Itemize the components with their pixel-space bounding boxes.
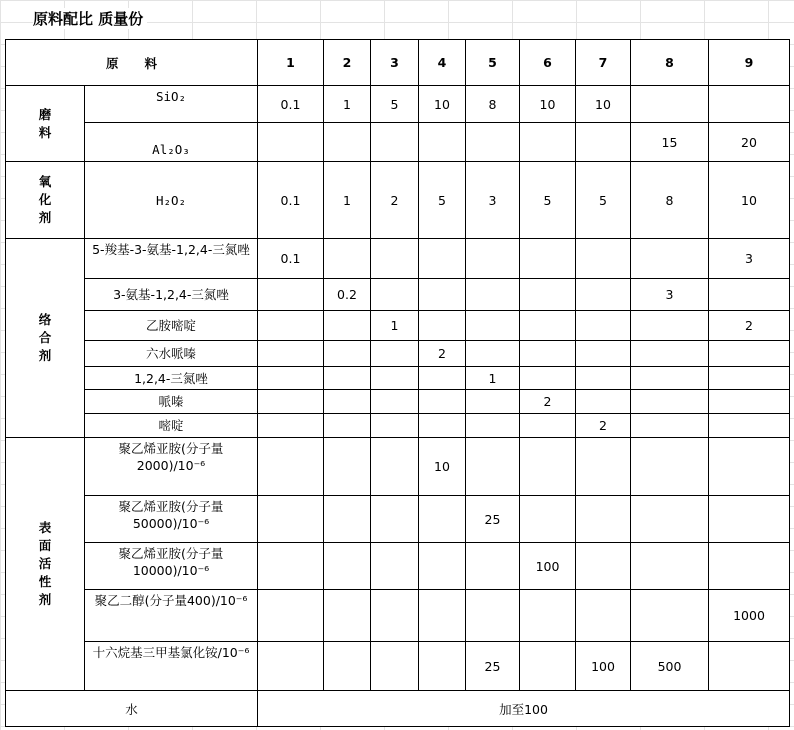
value-cell: [371, 341, 419, 367]
value-cell: [466, 414, 520, 438]
value-cell: [576, 239, 631, 279]
value-cell: 5: [520, 162, 576, 239]
col-header-4: 4: [419, 40, 466, 86]
value-cell: [258, 123, 324, 162]
material-name: SiO₂: [85, 86, 258, 123]
table-row: [6, 438, 790, 496]
value-cell: [258, 367, 324, 390]
table-row: [6, 367, 790, 390]
table-row: [6, 414, 790, 438]
value-cell: [576, 123, 631, 162]
value-cell: [631, 311, 709, 341]
value-cell: 10: [576, 86, 631, 123]
value-cell: [419, 590, 466, 642]
col-header-3: 3: [371, 40, 419, 86]
value-cell: [371, 543, 419, 590]
value-cell: 2: [576, 414, 631, 438]
value-cell: [576, 543, 631, 590]
water-value: 加至100: [258, 691, 790, 727]
value-cell: [520, 438, 576, 496]
value-cell: [520, 341, 576, 367]
material-name: Al₂O₃: [85, 123, 258, 162]
material-name: 聚乙二醇(分子量400)/10⁻⁶: [85, 590, 258, 642]
material-name: 哌嗪: [85, 390, 258, 414]
value-cell: [466, 279, 520, 311]
value-cell: [324, 390, 371, 414]
value-cell: 15: [631, 123, 709, 162]
value-cell: [466, 123, 520, 162]
value-cell: [324, 590, 371, 642]
value-cell: [631, 239, 709, 279]
value-cell: [324, 496, 371, 543]
value-cell: [631, 414, 709, 438]
table-row: [6, 390, 790, 414]
value-cell: [466, 341, 520, 367]
value-cell: [419, 414, 466, 438]
value-cell: 2: [709, 311, 790, 341]
value-cell: [419, 496, 466, 543]
value-cell: [709, 543, 790, 590]
table-row: [6, 279, 790, 311]
table-row: [6, 341, 790, 367]
table-row: [6, 123, 790, 162]
material-name: 聚乙烯亚胺(分子量2000)/10⁻⁶: [85, 438, 258, 496]
value-cell: [258, 543, 324, 590]
value-cell: [576, 590, 631, 642]
material-name: 十六烷基三甲基氯化铵/10⁻⁶: [85, 642, 258, 691]
water-label: 水: [6, 691, 258, 727]
value-cell: 0.1: [258, 86, 324, 123]
value-cell: [709, 438, 790, 496]
category-label: 磨料: [38, 106, 52, 140]
material-name: 聚乙烯亚胺(分子量10000)/10⁻⁶: [85, 543, 258, 590]
value-cell: 0.2: [324, 279, 371, 311]
value-cell: [258, 590, 324, 642]
value-cell: 500: [631, 642, 709, 691]
value-cell: [371, 496, 419, 543]
value-cell: [520, 642, 576, 691]
value-cell: 100: [576, 642, 631, 691]
col-header-9: 9: [709, 40, 790, 86]
value-cell: 10: [419, 438, 466, 496]
value-cell: [709, 390, 790, 414]
material-name: H₂O₂: [85, 162, 258, 239]
value-cell: [631, 543, 709, 590]
col-header-5: 5: [466, 40, 520, 86]
category-complexing-agent: [6, 239, 85, 438]
value-cell: [371, 367, 419, 390]
value-cell: [371, 590, 419, 642]
value-cell: [419, 239, 466, 279]
table-row: [6, 543, 790, 590]
value-cell: [258, 311, 324, 341]
value-cell: [324, 341, 371, 367]
table-row: [6, 496, 790, 543]
table-row: [6, 162, 790, 239]
value-cell: [324, 543, 371, 590]
value-cell: [576, 311, 631, 341]
value-cell: 10: [520, 86, 576, 123]
material-name: 乙胺嘧啶: [85, 311, 258, 341]
value-cell: [466, 543, 520, 590]
category-surfactant: [6, 438, 85, 691]
value-cell: [576, 341, 631, 367]
value-cell: [258, 414, 324, 438]
value-cell: [576, 390, 631, 414]
value-cell: 1: [324, 162, 371, 239]
value-cell: [520, 279, 576, 311]
table-row: [6, 311, 790, 341]
value-cell: 3: [466, 162, 520, 239]
table-row: [6, 86, 790, 123]
value-cell: [466, 438, 520, 496]
material-name: 5-羧基-3-氨基-1,2,4-三氮唑: [85, 239, 258, 279]
value-cell: [520, 239, 576, 279]
value-cell: [324, 123, 371, 162]
value-cell: [324, 311, 371, 341]
col-header-8: 8: [631, 40, 709, 86]
value-cell: [419, 642, 466, 691]
value-cell: [631, 590, 709, 642]
value-cell: [258, 279, 324, 311]
value-cell: [371, 239, 419, 279]
table-row: [6, 239, 790, 279]
value-cell: [324, 642, 371, 691]
value-cell: [576, 279, 631, 311]
value-cell: [520, 311, 576, 341]
value-cell: 2: [419, 341, 466, 367]
value-cell: [258, 642, 324, 691]
category-label: 表面活性剂: [38, 520, 52, 607]
table-row: [6, 642, 790, 691]
page-title: 原料配比 质量份: [33, 8, 147, 29]
value-cell: [466, 239, 520, 279]
formulation-table: [5, 39, 790, 727]
value-cell: [371, 123, 419, 162]
value-cell: 1: [371, 311, 419, 341]
value-cell: 2: [371, 162, 419, 239]
value-cell: 100: [520, 543, 576, 590]
value-cell: [631, 438, 709, 496]
table-body: [6, 40, 790, 727]
value-cell: 10: [709, 162, 790, 239]
value-cell: [709, 642, 790, 691]
value-cell: [419, 123, 466, 162]
value-cell: 1: [324, 86, 371, 123]
value-cell: [371, 414, 419, 438]
value-cell: [419, 543, 466, 590]
value-cell: [631, 86, 709, 123]
value-cell: 8: [466, 86, 520, 123]
value-cell: 25: [466, 496, 520, 543]
col-header-7: 7: [576, 40, 631, 86]
value-cell: [709, 496, 790, 543]
value-cell: 5: [576, 162, 631, 239]
value-cell: 0.1: [258, 239, 324, 279]
value-cell: [709, 414, 790, 438]
value-cell: [258, 438, 324, 496]
value-cell: [371, 642, 419, 691]
value-cell: 10: [419, 86, 466, 123]
value-cell: [258, 341, 324, 367]
material-name: 聚乙烯亚胺(分子量50000)/10⁻⁶: [85, 496, 258, 543]
value-cell: [520, 590, 576, 642]
value-cell: [258, 390, 324, 414]
value-cell: [466, 590, 520, 642]
value-cell: [258, 496, 324, 543]
value-cell: [709, 86, 790, 123]
value-cell: [631, 367, 709, 390]
value-cell: [466, 311, 520, 341]
col-header-2: 2: [324, 40, 371, 86]
value-cell: 5: [419, 162, 466, 239]
value-cell: 1000: [709, 590, 790, 642]
value-cell: [709, 341, 790, 367]
value-cell: [576, 496, 631, 543]
material-name: 六水哌嗪: [85, 341, 258, 367]
value-cell: [631, 496, 709, 543]
value-cell: [371, 279, 419, 311]
material-header: 原 料: [6, 40, 258, 86]
value-cell: [709, 367, 790, 390]
water-row: [6, 691, 790, 727]
category-label: 络合剂: [38, 312, 52, 363]
value-cell: [520, 367, 576, 390]
value-cell: [324, 239, 371, 279]
value-cell: [576, 367, 631, 390]
value-cell: [419, 390, 466, 414]
value-cell: 2: [520, 390, 576, 414]
value-cell: 3: [709, 239, 790, 279]
value-cell: [520, 123, 576, 162]
value-cell: [576, 438, 631, 496]
value-cell: [520, 496, 576, 543]
value-cell: [520, 414, 576, 438]
value-cell: [324, 367, 371, 390]
value-cell: [371, 390, 419, 414]
value-cell: 1: [466, 367, 520, 390]
material-name: 3-氨基-1,2,4-三氮唑: [85, 279, 258, 311]
value-cell: [419, 279, 466, 311]
value-cell: [419, 367, 466, 390]
header-row: [6, 40, 790, 86]
value-cell: 3: [631, 279, 709, 311]
col-header-6: 6: [520, 40, 576, 86]
category-abrasive: [6, 86, 85, 162]
material-name: 嘧啶: [85, 414, 258, 438]
category-oxidizer: [6, 162, 85, 239]
value-cell: [709, 279, 790, 311]
col-header-1: 1: [258, 40, 324, 86]
category-label: 氧化剂: [38, 174, 52, 225]
value-cell: 5: [371, 86, 419, 123]
value-cell: [324, 414, 371, 438]
value-cell: [466, 390, 520, 414]
value-cell: [371, 438, 419, 496]
value-cell: [631, 390, 709, 414]
value-cell: 20: [709, 123, 790, 162]
value-cell: [419, 311, 466, 341]
value-cell: 25: [466, 642, 520, 691]
value-cell: 0.1: [258, 162, 324, 239]
table-row: [6, 590, 790, 642]
value-cell: 8: [631, 162, 709, 239]
material-name: 1,2,4-三氮唑: [85, 367, 258, 390]
value-cell: [631, 341, 709, 367]
value-cell: [324, 438, 371, 496]
